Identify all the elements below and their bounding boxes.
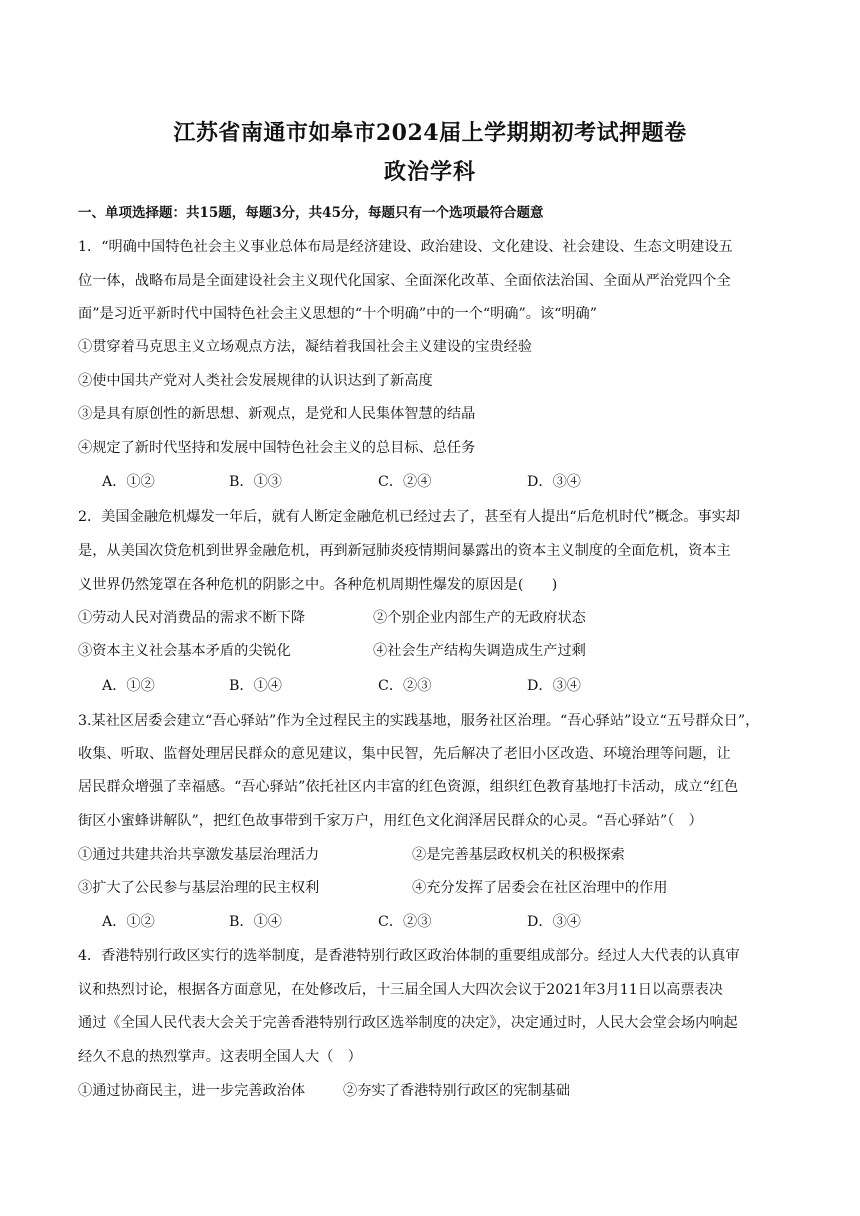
choice-d: D．③④ [527, 678, 581, 694]
option-row [78, 1081, 838, 1101]
option-line: ②夯实了香港特别行政区的宪制基础 [343, 1083, 571, 1099]
choice-a: A．①② [102, 678, 155, 694]
choice-c: C．②③ [378, 914, 432, 930]
question-stem-line: 经久不息的热烈掌声。这表明全国人大（ ） [78, 1049, 362, 1065]
option-line: ②个别企业内部生产的无政府状态 [373, 610, 586, 626]
choice-c: C．②④ [378, 474, 432, 490]
choice-d: D．③④ [527, 914, 581, 930]
choice-b: B．①④ [229, 914, 282, 930]
question-stem-line: 居民群众增强了幸福感。“吾心驿站”依托社区内丰富的红色资源，组织红色教育基地打卡活动，成立“红色 [78, 779, 739, 795]
option-row [78, 878, 838, 898]
question-stem-line: 1．“明确中国特色社会主义事业总体布局是经济建设、政治建设、文化建设、社会建设、生态文明建设五 [78, 239, 733, 255]
choice-a: A．①② [102, 474, 155, 490]
option-line: ③是具有原创性的新思想、新观点，是党和人民集体智慧的结晶 [78, 406, 476, 422]
choice-b: B．①③ [229, 474, 282, 490]
question-stem-line: 是，从美国次贷危机到世界金融危机，再到新冠肺炎疫情期间暴露出的资本主义制度的全面危机，资本主 [78, 543, 731, 559]
option-line: ④社会生产结构失调造成生产过剩 [373, 643, 586, 659]
question-stem-line: 位一体，战略布局是全面建设社会主义现代化国家、全面深化改革、全面依法治国、全面从严治党四个全 [78, 273, 731, 289]
subject-title: 政治学科 [383, 159, 476, 185]
option-line: ①通过协商民主，进一步完善政治体 [78, 1083, 306, 1099]
question-stem-line: 收集、听取、监督处理居民群众的意见建议，集中民智，先后解决了老旧小区改造、环境治理等问题，让 [78, 746, 731, 762]
option-line: ②是完善基层政权机关的积极探索 [412, 847, 625, 863]
option-line: ①贯穿着马克思主义立场观点方法，凝结着我国社会主义建设的宝贵经验 [78, 339, 533, 355]
choice-b: B．①④ [229, 678, 282, 694]
question-stem-line: 3.某社区居委会建立“吾心驿站”作为全过程民主的实践基地，服务社区治理。“吾心驿站”设立“五号群众日”， [78, 713, 760, 729]
question-stem-line: 街区小蜜蜂讲解队”，把红色故事带到千家万户，用红色文化润泽居民群众的心灵。“吾心驿站”（ ） [78, 813, 703, 829]
option-line: ④充分发挥了居委会在社区治理中的作用 [412, 880, 668, 896]
choice-d: D．③④ [527, 474, 581, 490]
option-line: ②使中国共产党对人类社会发展规律的认识达到了新高度 [78, 373, 433, 389]
answer-choices [0, 912, 860, 932]
option-row [78, 845, 838, 865]
option-line: ④规定了新时代坚持和发展中国特色社会主义的总目标、总任务 [78, 440, 476, 456]
option-line: ③扩大了公民参与基层治理的民主权利 [78, 880, 320, 896]
section-heading: 一、单项选择题：共15题，每题3分，共45分，每题只有一个选项最符合题意 [78, 205, 544, 221]
answer-choices [0, 472, 860, 492]
exam-title: 江苏省南通市如皋市2024届上学期期初考试押题卷 [173, 120, 687, 146]
choice-a: A．①② [102, 914, 155, 930]
question-stem-line: 议和热烈讨论，根据各方面意见，在处修改后，十三届全国人大四次会议于2021年3月11日以高票表决 [78, 982, 723, 998]
choice-c: C．②③ [378, 678, 432, 694]
option-line: ①通过共建共治共享激发基层治理活力 [78, 847, 320, 863]
option-row [78, 608, 838, 628]
option-row [78, 641, 838, 661]
option-line: ①劳动人民对消费品的需求不断下降 [78, 610, 306, 626]
question-stem-line: 义世界仍然笼罩在各种危机的阴影之中。各种危机周期性爆发的原因是( ) [78, 577, 558, 593]
question-stem-line: 2．美国金融危机爆发一年后，就有人断定金融危机已经过去了，甚至有人提出“后危机时代”概念。事实却 [78, 509, 740, 525]
option-line: ③资本主义社会基本矛盾的尖锐化 [78, 643, 291, 659]
question-stem-line: 4．香港特别行政区实行的选举制度，是香港特别行政区政治体制的重要组成部分。经过人大代表的认真审 [78, 948, 740, 964]
question-stem-line: 通过《全国人民代表大会关于完善香港特别行政区选举制度的决定》，决定通过时，人民大会堂会场内响起 [78, 1015, 738, 1031]
question-stem-line: 面”是习近平新时代中国特色社会主义思想的“十个明确”中的一个“明确”。该“明确” [78, 306, 597, 322]
answer-choices [0, 676, 860, 696]
